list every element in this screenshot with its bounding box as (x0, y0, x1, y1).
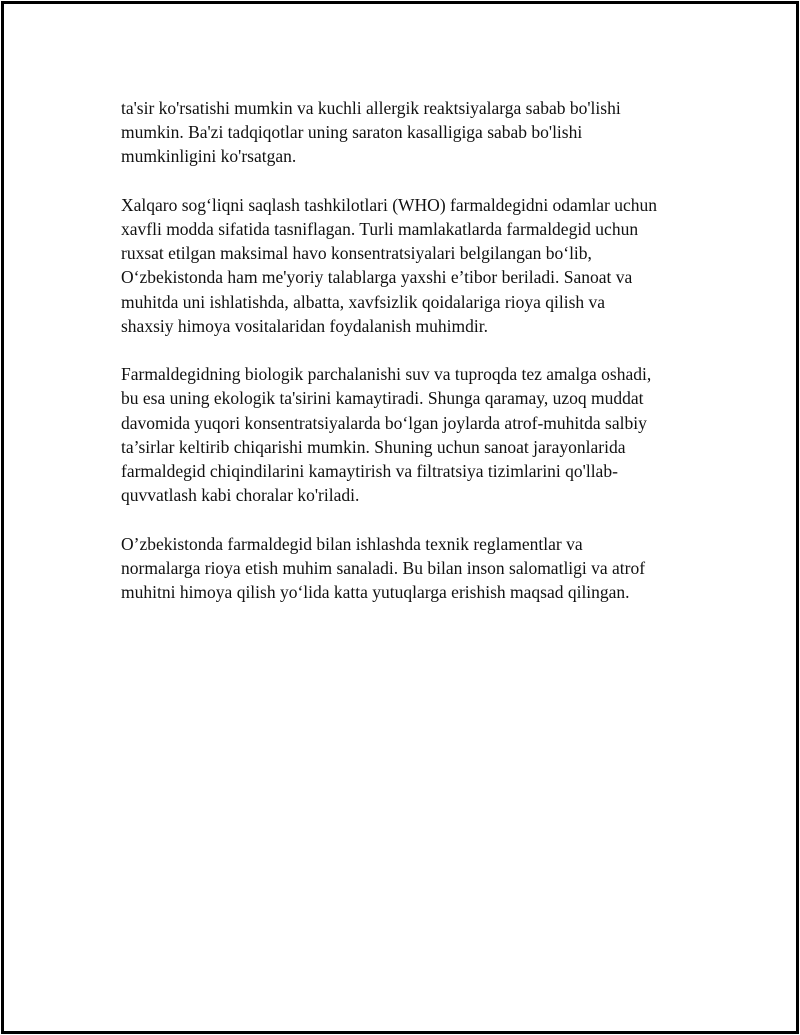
paragraph-3: Farmaldegidning biologik parchalanishi suv va tuproqda tez amalga oshadi, bu esa uning ekologik ta'sirini kamaytiradi. Shunga qaramay, uzoq muddat davomida yuqori konsentratsiyalarda bo‘lgan joylarda atrof-muhitda salbiy ta’sirlar keltirib chiqarishi mumkin. Shuning uchun sanoat jarayonlarida farmaldegid chiqindilarini kamaytirish va filtratsiya tizimlarini qo'llab- quvvatlash kabi choralar ko'riladi. (121, 364, 652, 506)
paragraph-2: Xalqaro sog‘liqni saqlash tashkilotlari (WHO) farmaldegidni odamlar uchun xavfli modda sifatida tasniflagan. Turli mamlakatlarda farmaldegid uchun ruxsat etilgan maksimal havo konsentratsiyalari belgilangan bo‘lib, O‘zbekistonda ham me'yoriy talablarga yaxshi e’tibor beriladi. Sanoat va muhitda uni ishlatishda, albatta, xavfsizlik qoidalariga rioya qilish va shaxsiy himoya vositalaridan foydalanish muhimdir. (121, 194, 658, 336)
page-frame (1, 1, 799, 1034)
paragraph-1: ta'sir ko'rsatishi mumkin va kuchli allergik reaktsiyalarga sabab bo'lishi mumkin. Ba'zi tadqiqotlar uning saraton kasalligiga sabab bo'lishi mumkinligini ko'rsatgan. (121, 98, 621, 167)
paragraph-4: O’zbekistonda farmaldegid bilan ishlashda texnik reglamentlar va normalarga rioya etish muhim sanaladi. Bu bilan inson salomatligi va atrof muhitni himoya qilish yo‘lida katta yutuqlarga erishish maqsad qilingan. (121, 533, 646, 603)
document-body (121, 96, 701, 628)
